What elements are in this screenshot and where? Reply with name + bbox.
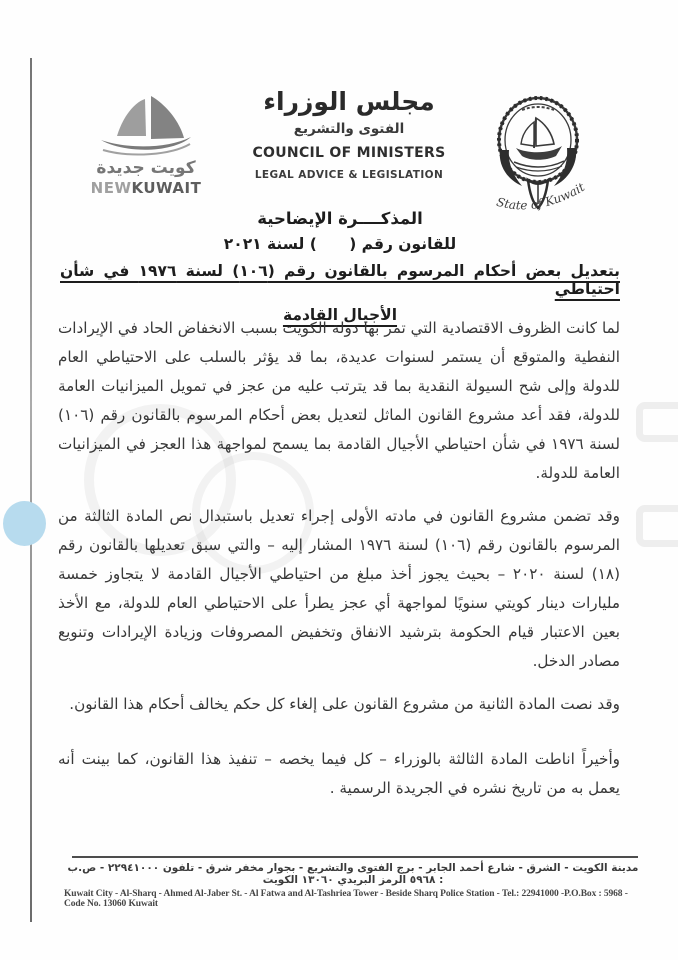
body-paragraph-2: وقد تضمن مشروع القانون في مادته الأولى إجراء تعديل باستبدال نص المادة الثالثة من المرسوم بالقانون رقم (١٠٦) لسنة ١٩٧٦ المشار إليه – والتي سبق تعديلها بالقانون رقم (١٨) لسنة ٢٠٢٠ – بحيث يجوز أخذ مبلغ من احتياطي الأجيال القادمة لا يتجاوز خمسة مليارات دينار كويتي سنويًا لمواجهة أي عجز يطرأ على الاحتياطي العام للدولة، مع الأخذ بعين الاعتبار قيام الحكومة بترشيد الانفاق وتخفيض المصروفات وزيادة الإيرادات وتنويع مصادر الدخل. bbox=[58, 507, 620, 670]
council-title-english: COUNCIL OF MINISTERS bbox=[252, 144, 446, 161]
letterhead-center bbox=[229, 88, 469, 181]
body-paragraph-3: وقد نصت المادة الثانية من مشروع القانون على إلغاء كل حكم يخالف أحكام هذا القانون. bbox=[69, 695, 620, 713]
fatwa-subtitle-arabic: الفتوى والتشريع bbox=[293, 120, 405, 137]
new-kuwait-logo bbox=[80, 92, 212, 197]
state-emblem-icon bbox=[478, 88, 598, 220]
memo-subject-line2: الأجيال القادمة bbox=[282, 306, 398, 324]
logo-arabic-text: كويت جديدة bbox=[96, 158, 196, 178]
blue-sticker-dot bbox=[3, 501, 46, 546]
footer-address-arabic: مدينة الكويت - الشرق - شارع أحمد الجابر - برج الفتوى والتشريع - بجوار مخفر شرق - تلفون ٢٢٩٤١٠٠٠ - ص.ب : ٥٩٦٨ الرمز البريدي ١٣٠٦٠ الكويت bbox=[67, 862, 639, 886]
kuwait-state-emblem bbox=[478, 88, 598, 220]
council-title-arabic: مجلس الوزراء bbox=[263, 87, 435, 116]
letterhead bbox=[0, 87, 678, 213]
emblem-caption-text: State of Kuwait bbox=[495, 179, 588, 213]
letterhead-footer bbox=[64, 856, 642, 909]
body-paragraph-1: لما كانت الظروف الاقتصادية التي تمر بها دولة الكويت بسبب الانخفاض الحاد في الإيرادات النفطية والمتوقع أن يستمر لسنوات عديدة، بما قد يؤثر بالسلب على الاحتياطي العام للدولة وإلى شح السيولة النقدية بما قد يترتب عليه من عجز في تمويل الميزانيات العامة للدولة، فقد أعد مشروع القانون الماثل لتعديل بعض أحكام المرسوم بالقانون رقم (١٠٦) لسنة ١٩٧٦ في شأن احتياطي الأجيال القادمة بما يسمح لمواجهة هذا العجز في الميزانيات العامة للدولة. bbox=[58, 319, 620, 482]
watermark-rect bbox=[636, 505, 678, 547]
logo-english-text: NEWKUWAIT bbox=[90, 179, 202, 197]
body-paragraph-4: وأخيراً اناطت المادة الثالثة بالوزراء – كل فيما يخصه – تنفيذ هذا القانون، كما بينت أنه يعمل به من تاريخ نشره في الجريدة الرسمية . bbox=[58, 750, 620, 797]
watermark-rect bbox=[636, 402, 678, 442]
memo-title-block bbox=[60, 209, 620, 324]
footer-address-english: Kuwait City - Al-Sharq - Ahmed Al-Jaber St. - Al Fatwa and Al-Tashriea Tower - Beside Sharq Police Station - Tel.: 22941000 -P.O.Box : 5968 - Code No. 13060 Kuwait bbox=[64, 889, 628, 909]
memo-subject-line1: بتعديل بعض أحكام المرسوم بالقانون رقم (١٠٦) لسنة ١٩٧٦ في شأن احتياطي bbox=[60, 262, 620, 298]
dhow-sails-icon bbox=[87, 92, 205, 156]
legal-subtitle-english: LEGAL ADVICE & LEGISLATION bbox=[254, 168, 444, 181]
memo-title-line1: المذكــــرة الإيضاحية bbox=[257, 209, 423, 228]
memo-body bbox=[58, 314, 620, 803]
footer-divider bbox=[72, 856, 638, 858]
memo-title-line2: للقانون رقم ( ) لسنة ٢٠٢١ bbox=[223, 235, 457, 253]
